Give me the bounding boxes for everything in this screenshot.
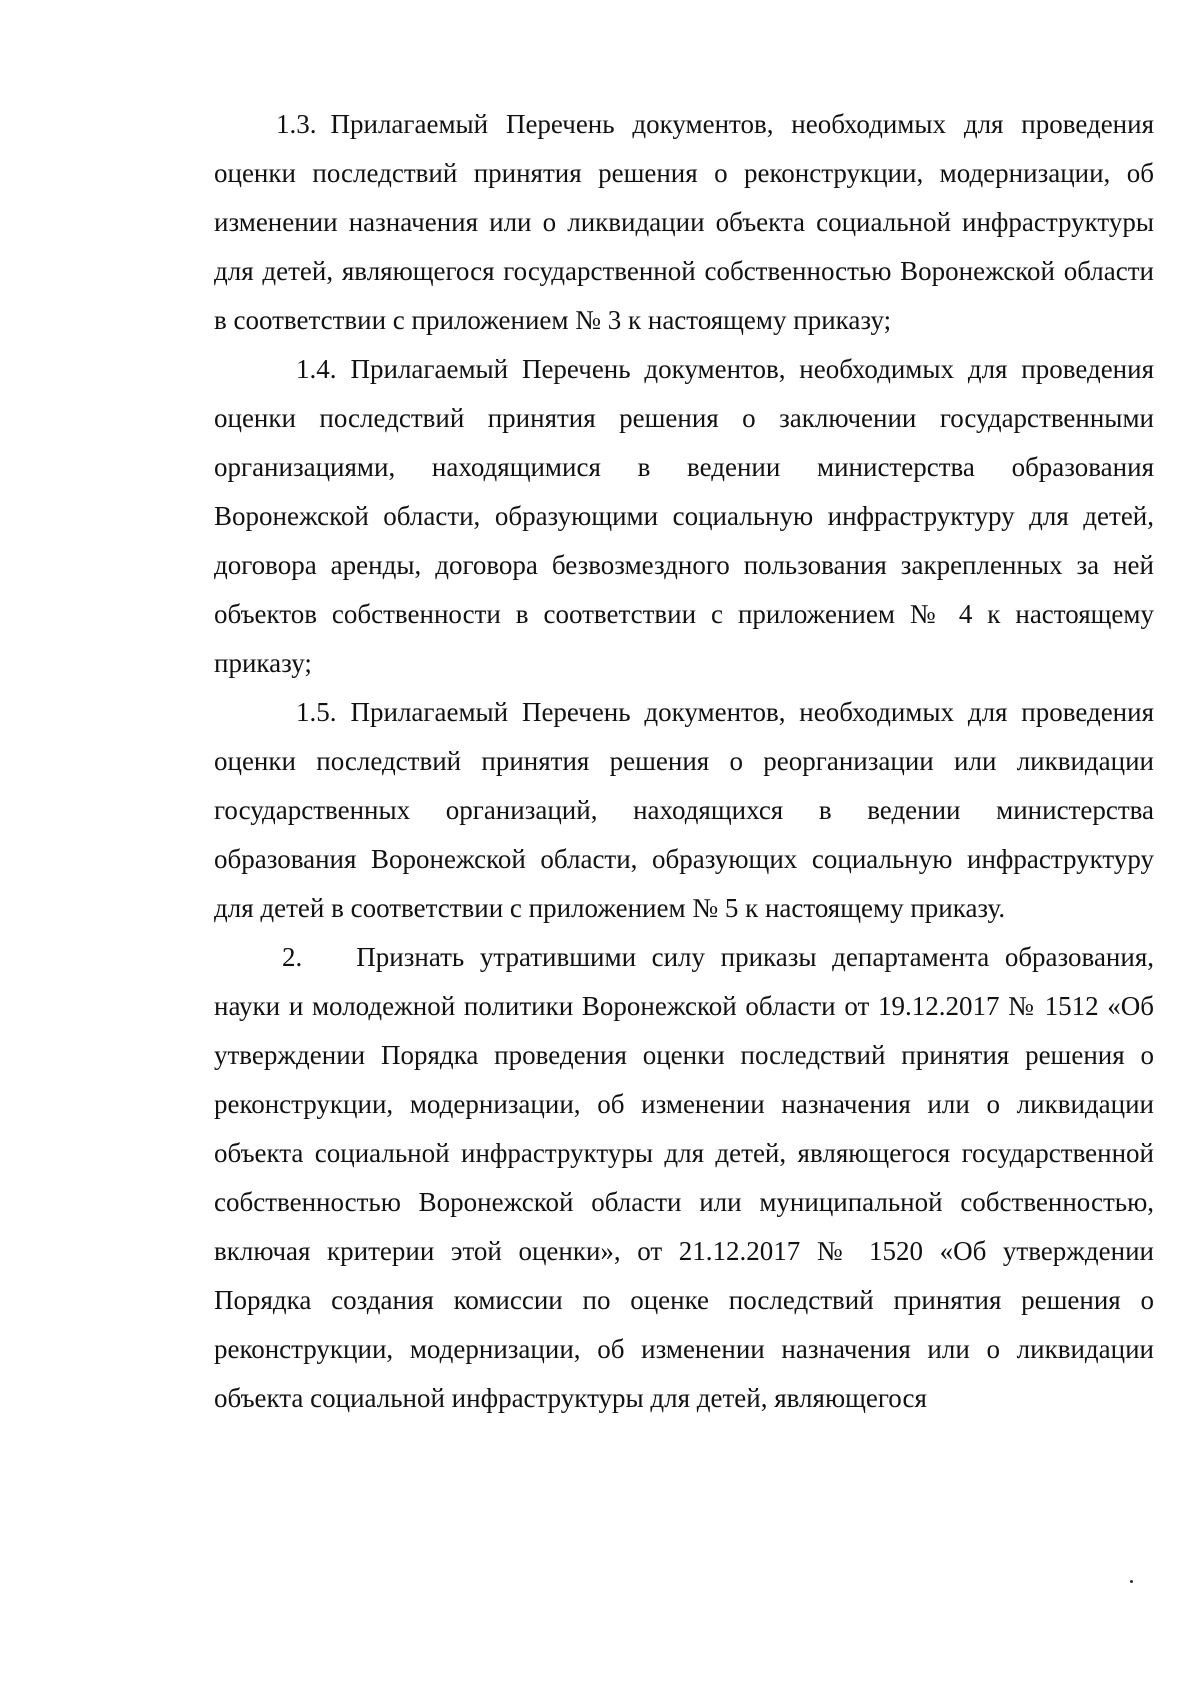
paragraph-number: 1.3. xyxy=(276,109,317,139)
paragraph-1-5 xyxy=(214,688,1154,933)
paragraph-number: 1.5. xyxy=(296,697,337,727)
paragraph-1-4 xyxy=(214,345,1154,688)
document-body xyxy=(214,100,1154,1423)
paragraph-2 xyxy=(214,933,1154,1423)
paragraph-text: Прилагаемый Перечень документов, необходимых для проведения оценки последствий принятия решения о реконструкции, модернизации, об изменении назначения или о ликвидации объекта социальной инфраструктуры для детей, являющегося государственной собственностью Воронежской области в соответствии с приложением № 3 к настоящему приказу; xyxy=(214,109,1154,335)
paragraph-number: 2. xyxy=(282,942,303,972)
paragraph-text: Признать утратившими силу приказы департамента образования, науки и молодежной политики Воронежской области от 19.12.2017 № 1512 «Об утверждении Порядка проведения оценки последствий принятия решения о реконструкции, модернизации, об изменении назначения или о ликвидации объекта социальной инфраструктуры для детей, являющегося государственной собственностью Воронежской области или муниципальной собственностью, включая критерии этой оценки», от 21.12.2017 № 1520 «Об утверждении Порядка создания комиссии по оценке последствий принятия решения о реконструкции, модернизации, об изменении назначения или о ликвидации объекта социальной инфраструктуры для детей, являющегося xyxy=(214,942,1154,1413)
scan-artifact-dot xyxy=(1130,1580,1133,1583)
paragraph-number: 1.4. xyxy=(296,354,337,384)
paragraph-text: Прилагаемый Перечень документов, необходимых для проведения оценки последствий принятия решения о реорганизации или ликвидации государственных организаций, находящихся в ведении министерства образования Воронежской области, образующих социальную инфраструктуру для детей в соответствии с приложением № 5 к настоящему приказу. xyxy=(214,697,1154,923)
paragraph-text: Прилагаемый Перечень документов, необходимых для проведения оценки последствий принятия решения о заключении государственными организациями, находящимися в ведении министерства образования Воронежской области, образующими социальную инфраструктуру для детей, договора аренды, договора безвозмездного пользования закрепленных за ней объектов собственности в соответствии с приложением № 4 к настоящему приказу; xyxy=(214,354,1154,678)
paragraph-1-3 xyxy=(214,100,1154,345)
